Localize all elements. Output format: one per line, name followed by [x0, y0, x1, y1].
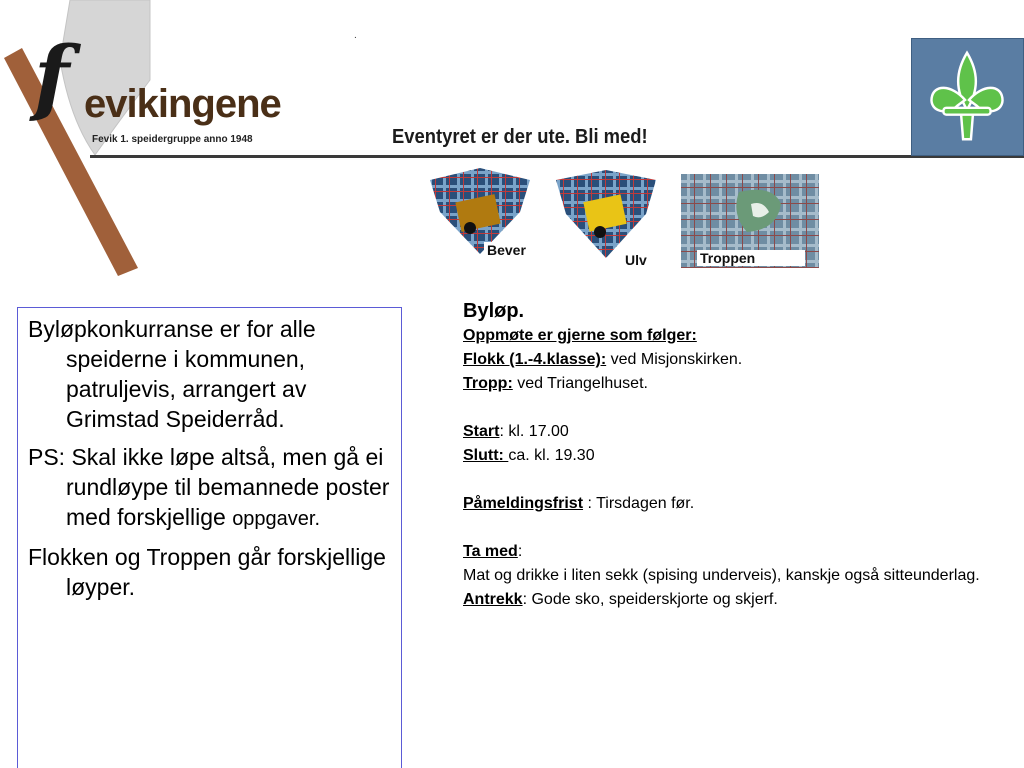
fleur-de-lis-icon [912, 39, 1023, 155]
logo-wordmark: evikingene [84, 82, 281, 126]
header-divider [90, 155, 1024, 158]
deadline-label: Påmeldingsfrist [463, 495, 584, 512]
description-paragraph-2-end: oppgaver. [232, 508, 321, 530]
spacer [463, 516, 1018, 540]
description-paragraph-2-main: PS: Skal ikke løpe altså, men gå ei rundløype til bemannede poster med forskjellige [28, 444, 390, 530]
deadline-value: : Tirsdagen før. [583, 495, 695, 512]
dot-mark: . [354, 30, 357, 41]
description-paragraph-1: Byløpkonkurranse er for alle speiderne i kommunen, patruljevis, arrangert av Grimstad Speiderråd. [28, 316, 316, 432]
scarf-ulv [552, 168, 660, 268]
flokk-value: ved Misjonskirken. [606, 351, 743, 368]
bring-colon: : [517, 543, 523, 560]
start-time [463, 420, 1018, 444]
description-paragraph-3: Flokken og Troppen går forskjellige løyper. [28, 544, 386, 600]
scout-emblem [911, 38, 1024, 156]
spacer [463, 468, 1018, 492]
scarf-bever [424, 166, 536, 262]
meeting-tropp [463, 372, 1018, 396]
logo-initial: f [34, 29, 70, 125]
scarf-label-troppen: Troppen [697, 250, 805, 266]
end-time [463, 444, 1018, 468]
description-paragraph-2 [28, 442, 391, 534]
slogan: Eventyret er der ute. Bli med! [392, 126, 648, 148]
description-box [17, 307, 402, 768]
start-label: Start [463, 423, 500, 440]
event-title: Byløp. [463, 300, 525, 322]
tropp-label: Tropp: [463, 375, 513, 392]
flokk-label: Flokk (1.-4.klasse): [463, 351, 607, 368]
registration-deadline [463, 492, 1018, 516]
logo-subtitle: Fevik 1. speidergruppe anno 1948 [92, 134, 253, 145]
event-info [463, 298, 1018, 612]
attire [463, 588, 1018, 612]
scarf-label-bever: Bever [484, 242, 529, 258]
bring-value: Mat og drikke i liten sekk (spising underveis), kanskje også sitteunderlag. [463, 567, 980, 584]
meeting-flokk [463, 348, 1018, 372]
scarf-label-ulv: Ulv [622, 252, 650, 268]
start-value: : kl. 17.00 [499, 423, 569, 440]
wear-value: : Gode sko, speiderskjorte og skjerf. [522, 591, 778, 608]
logo [0, 0, 300, 280]
wear-label: Antrekk [463, 591, 523, 608]
bring-label: Ta med [463, 543, 518, 560]
slutt-label: Slutt: [463, 447, 509, 464]
slutt-value: ca. kl. 19.30 [508, 447, 595, 464]
bring-heading [463, 540, 1018, 564]
spacer [463, 396, 1018, 420]
scarf-troppen [681, 174, 819, 268]
meeting-heading: Oppmøte er gjerne som følger: [463, 327, 697, 344]
tropp-value: ved Triangelhuset. [512, 375, 648, 392]
